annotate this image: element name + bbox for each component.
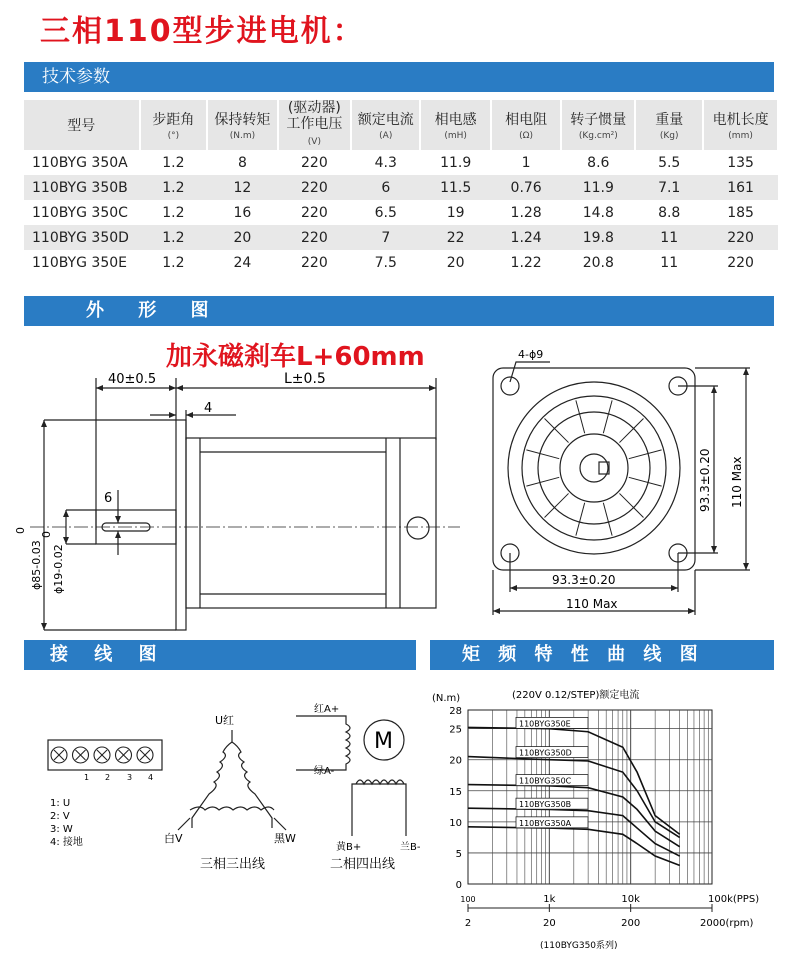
spec-cell: 5.5 bbox=[658, 154, 681, 171]
arrow bbox=[688, 608, 695, 614]
terminals bbox=[51, 747, 153, 763]
wiring-section-bar bbox=[24, 640, 416, 670]
brake-note: 加永磁刹车L+60mm bbox=[166, 342, 425, 372]
header-cell bbox=[140, 100, 208, 150]
header-unit: (Kg) bbox=[659, 131, 679, 141]
spec-table bbox=[24, 100, 779, 275]
header-cell bbox=[635, 100, 703, 150]
coil-winding bbox=[190, 807, 274, 810]
series-label: 110BYG350A bbox=[519, 818, 572, 828]
spoke bbox=[603, 400, 612, 433]
arrow bbox=[711, 546, 717, 553]
header-cell bbox=[278, 100, 351, 150]
spec-cell: 6 bbox=[351, 175, 420, 200]
spec-cell: 1 bbox=[521, 154, 531, 171]
torque-frequency-chart bbox=[430, 686, 780, 958]
three-phase-caption: 三相三出线 bbox=[200, 857, 266, 872]
spec-row bbox=[24, 175, 778, 200]
spec-cell: 19 bbox=[446, 204, 465, 221]
header-cell bbox=[351, 100, 420, 150]
model-cell: 110BYG 350C bbox=[32, 204, 128, 221]
terminal-num: 2 bbox=[105, 773, 111, 782]
y-tick-label: 20 bbox=[449, 755, 462, 767]
y-axis-label: (N.m) bbox=[432, 693, 461, 704]
spec-cell: 1.2 bbox=[140, 175, 208, 200]
spec-cell: 185 bbox=[727, 204, 754, 221]
header-unit: (Ω) bbox=[519, 131, 534, 141]
spec-cell: 220 bbox=[301, 254, 328, 271]
spec-cell: 12 bbox=[207, 175, 277, 200]
header-cell bbox=[491, 100, 561, 150]
spec-cell: 7 bbox=[351, 225, 420, 250]
spec-cell: 1.22 bbox=[510, 254, 542, 271]
a-plus-label: 红A+ bbox=[314, 704, 340, 715]
series-label: 110BYG350D bbox=[519, 748, 572, 758]
spec-cell: 11.5 bbox=[420, 175, 490, 200]
header-unit: (Kg.cm²) bbox=[578, 131, 618, 141]
rpm-tick-label: 20 bbox=[542, 918, 556, 929]
terminal-screw-icon bbox=[137, 747, 153, 763]
header-label: 相电阻 bbox=[505, 112, 548, 128]
arrow bbox=[711, 386, 717, 393]
model-cell: 110BYG 350E bbox=[32, 254, 127, 271]
curve-section-title: 矩 频 特 性 曲 线 图 bbox=[462, 644, 704, 665]
inner-ring bbox=[522, 396, 666, 540]
arrow bbox=[186, 412, 193, 418]
y-tick-label: 0 bbox=[455, 880, 462, 891]
spoke bbox=[545, 493, 569, 517]
spoke bbox=[619, 493, 643, 517]
specs-section-title: 技术参数 bbox=[42, 67, 110, 87]
spec-row bbox=[24, 225, 778, 250]
dim-93-v-label: 93.3±0.20 bbox=[698, 448, 712, 512]
terminal-screw-icon bbox=[116, 747, 132, 763]
motor-body bbox=[186, 438, 436, 608]
spoke bbox=[603, 503, 612, 536]
coil-a bbox=[296, 716, 350, 770]
spec-cell: 7.1 bbox=[635, 175, 703, 200]
model-cell: 110BYG 350D bbox=[24, 225, 140, 250]
spec-table-header-row bbox=[24, 100, 778, 150]
outline-section-title: 外 形 图 bbox=[86, 300, 223, 321]
u-label: U红 bbox=[215, 714, 235, 727]
dim-40-label: 40±0.5 bbox=[108, 372, 157, 387]
spec-cell: 20 bbox=[446, 254, 465, 271]
arrow bbox=[63, 537, 69, 544]
spec-cell: 220 bbox=[703, 225, 778, 250]
header-cell bbox=[703, 100, 778, 150]
spec-cell: 220 bbox=[727, 254, 754, 271]
spec-cell: 14.8 bbox=[582, 204, 614, 221]
dim-6-label: 6 bbox=[104, 491, 113, 506]
dim-l-label: L±0.5 bbox=[284, 371, 326, 387]
spec-cell: 8 bbox=[237, 154, 247, 171]
header-unit: (N.m) bbox=[229, 131, 256, 141]
spec-cell: 7.5 bbox=[374, 254, 397, 271]
spec-cell: 11 bbox=[660, 254, 679, 271]
v-label: 白V bbox=[164, 832, 183, 845]
coil-winding bbox=[232, 742, 286, 830]
series-label: 110BYG350B bbox=[519, 800, 572, 810]
rpm-tick-label: 2000(rpm) bbox=[700, 918, 754, 929]
y-tick-label: 28 bbox=[449, 706, 462, 717]
coil-b bbox=[352, 780, 406, 790]
chart-title: (220V 0.12/STEP)额定电流 bbox=[512, 690, 640, 701]
y-tick-label: 15 bbox=[449, 786, 462, 798]
arrow bbox=[743, 368, 749, 375]
coil-winding bbox=[178, 742, 232, 830]
model-cell: 110BYG 350B bbox=[24, 175, 140, 200]
spec-row bbox=[24, 200, 778, 225]
terminal-legend: 3: W bbox=[50, 824, 73, 835]
spec-cell: 0.76 bbox=[491, 175, 561, 200]
dim-110-v-label: 110 Max bbox=[730, 456, 744, 508]
header-label: 保持转矩 bbox=[214, 112, 271, 128]
side-view-drawing bbox=[0, 340, 470, 640]
arrow bbox=[41, 623, 47, 630]
header-unit: (V) bbox=[307, 137, 321, 147]
arrow bbox=[743, 563, 749, 570]
spoke bbox=[526, 477, 559, 486]
spec-cell: 161 bbox=[703, 175, 778, 200]
terminal-legend: 2: V bbox=[50, 811, 70, 822]
pilot-ring bbox=[508, 382, 680, 554]
y-tick-label: 25 bbox=[449, 724, 462, 736]
dim-shaft-label: ϕ19-0.02 bbox=[52, 544, 65, 594]
header-label: 电机长度 bbox=[712, 112, 769, 128]
terminal-screw-icon bbox=[51, 747, 67, 763]
header-label: 步距角 bbox=[152, 112, 195, 128]
chart-footer: (110BYG350系列) bbox=[540, 941, 618, 951]
rpm-tick-label: 200 bbox=[621, 918, 641, 929]
hub bbox=[560, 434, 628, 502]
arrow bbox=[41, 420, 47, 427]
header-label: 重量 bbox=[655, 112, 684, 128]
spec-cell: 6.5 bbox=[374, 204, 397, 221]
dim-shaft-zero: 0 bbox=[40, 531, 53, 538]
header-label: (驱动器) 工作电压 bbox=[286, 100, 343, 132]
flange bbox=[176, 420, 186, 630]
three-phase-coils bbox=[178, 730, 286, 830]
spoke bbox=[526, 450, 559, 459]
spec-cell: 135 bbox=[727, 154, 754, 171]
y-tick-label: 5 bbox=[455, 848, 462, 860]
header-cell bbox=[420, 100, 490, 150]
header-cell bbox=[561, 100, 635, 150]
spec-cell: 19.8 bbox=[561, 225, 635, 250]
b-minus-label: 兰B- bbox=[400, 842, 421, 853]
dim-93-h-label: 93.3±0.20 bbox=[552, 573, 616, 587]
wiring-diagram bbox=[0, 690, 430, 890]
spoke bbox=[629, 450, 662, 459]
wiring-section-title: 接 线 图 bbox=[50, 644, 167, 665]
spoke bbox=[619, 419, 643, 443]
terminal-screw-icon bbox=[94, 747, 110, 763]
header-label: 相电感 bbox=[434, 112, 477, 128]
spec-cell: 220 bbox=[301, 154, 328, 171]
spoke bbox=[576, 400, 585, 433]
y-tick-label: 10 bbox=[449, 817, 462, 829]
header-cell bbox=[207, 100, 277, 150]
page-title: 三相110型步进电机： bbox=[40, 14, 365, 49]
series-label: 110BYG350E bbox=[519, 719, 571, 729]
spec-cell: 11.9 bbox=[440, 154, 472, 171]
dim-110-h-label: 110 Max bbox=[566, 597, 618, 611]
coil-b-leads bbox=[352, 790, 406, 836]
arrow bbox=[63, 510, 69, 517]
rear-boss bbox=[407, 517, 429, 539]
spec-cell: 220 bbox=[278, 225, 351, 250]
holes-label: 4-ϕ9 bbox=[518, 348, 544, 361]
spec-cell: 1.28 bbox=[510, 204, 542, 221]
arrow bbox=[115, 531, 121, 538]
spec-cell: 8.8 bbox=[658, 204, 681, 221]
a-minus-label: 绿A- bbox=[314, 766, 335, 777]
spec-cell: 4.3 bbox=[374, 154, 397, 171]
spec-cell: 1.2 bbox=[162, 204, 185, 221]
series-label: 110BYG350C bbox=[519, 776, 572, 786]
model-cell: 110BYG 350A bbox=[32, 154, 128, 171]
spoke bbox=[576, 503, 585, 536]
pps-tick-label: 10k bbox=[621, 894, 640, 905]
terminal-screw-icon bbox=[73, 747, 89, 763]
terminal-legend: 1: U bbox=[50, 798, 71, 809]
spec-row bbox=[24, 250, 778, 275]
terminal-num: 1 bbox=[84, 773, 90, 782]
pps-tick-label: 100 bbox=[460, 895, 476, 904]
header-unit: (mH) bbox=[444, 131, 467, 141]
header-unit: (A) bbox=[379, 131, 393, 141]
dim-4-label: 4 bbox=[204, 401, 213, 416]
curve-section-bar bbox=[430, 640, 774, 670]
arrow bbox=[115, 516, 121, 523]
spec-cell: 1.2 bbox=[162, 254, 185, 271]
dim-pilot-zero: 0 bbox=[14, 527, 27, 534]
spec-cell: 220 bbox=[278, 175, 351, 200]
plot-frame bbox=[468, 710, 712, 884]
pps-tick-label: 1k bbox=[543, 894, 556, 905]
header-label: 额定电流 bbox=[357, 112, 414, 128]
spec-cell: 22 bbox=[420, 225, 490, 250]
header-cell bbox=[24, 100, 140, 150]
spec-cell: 20 bbox=[207, 225, 277, 250]
header-label: 型号 bbox=[67, 118, 96, 134]
arrow bbox=[671, 585, 678, 591]
spec-row bbox=[24, 150, 778, 175]
arrow bbox=[493, 608, 500, 614]
spoke bbox=[545, 419, 569, 443]
rpm-tick-label: 2 bbox=[464, 918, 472, 929]
header-unit: (°) bbox=[167, 131, 180, 141]
arrow bbox=[169, 385, 176, 391]
two-phase-caption: 二相四出线 bbox=[330, 857, 396, 872]
b-plus-label: 黄B+ bbox=[336, 842, 362, 853]
shaft-end bbox=[580, 454, 608, 482]
arrow bbox=[96, 385, 103, 391]
pps-tick-label: 100k(PPS) bbox=[708, 894, 760, 905]
spokes bbox=[526, 400, 661, 535]
spec-cell: 1.2 bbox=[140, 225, 208, 250]
spec-cell: 220 bbox=[301, 204, 328, 221]
arrow bbox=[169, 412, 176, 418]
spec-cell: 1.2 bbox=[162, 154, 185, 171]
spec-cell: 11.9 bbox=[561, 175, 635, 200]
outline-section-bar bbox=[24, 296, 774, 326]
header-unit: (mm) bbox=[728, 131, 753, 141]
arrow bbox=[429, 385, 436, 391]
mount-hole bbox=[501, 377, 519, 395]
spec-cell: 16 bbox=[233, 204, 252, 221]
spec-cell: 24 bbox=[233, 254, 252, 271]
front-view-drawing bbox=[480, 340, 780, 630]
spec-cell: 8.6 bbox=[587, 154, 610, 171]
arrow bbox=[510, 585, 517, 591]
header-label: 转子惯量 bbox=[570, 112, 627, 128]
w-label: 黑W bbox=[274, 832, 296, 845]
motor-symbol: M bbox=[374, 729, 393, 754]
spoke bbox=[629, 477, 662, 486]
terminal-num: 4 bbox=[148, 773, 154, 782]
spec-cell: 11 bbox=[635, 225, 703, 250]
terminal-num: 3 bbox=[127, 773, 133, 782]
terminal-legend: 4: 接地 bbox=[50, 837, 83, 848]
dim-pilot-label: ϕ85-0.03 bbox=[30, 540, 43, 590]
spec-cell: 20.8 bbox=[582, 254, 614, 271]
spec-cell: 1.24 bbox=[491, 225, 561, 250]
specs-section-bar bbox=[24, 62, 774, 92]
arrow bbox=[176, 385, 183, 391]
